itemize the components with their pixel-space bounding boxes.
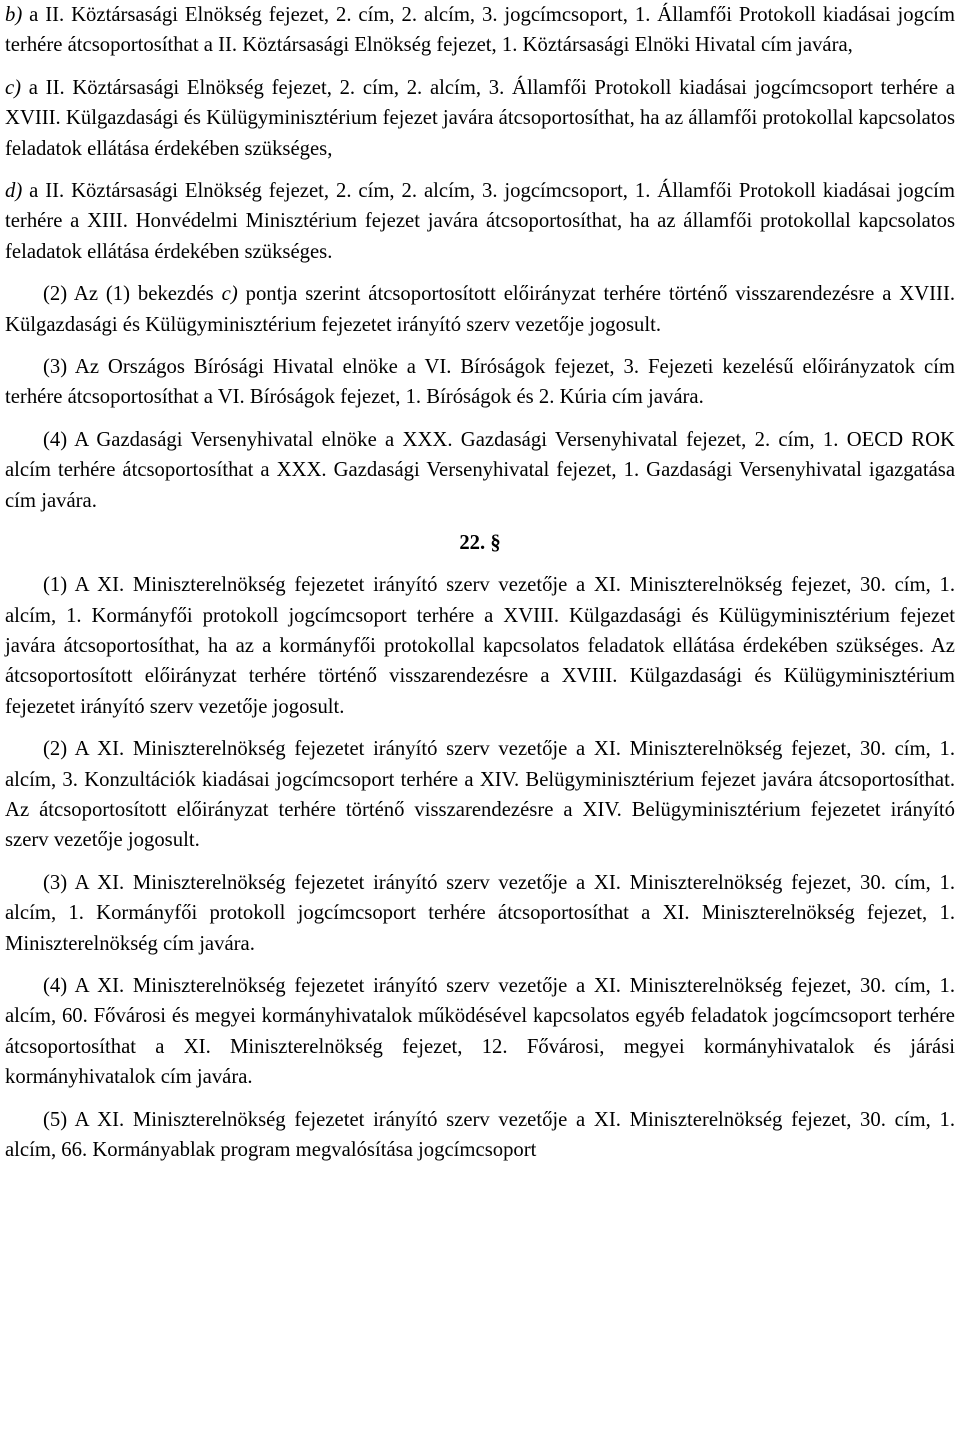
paragraph-gap — [5, 959, 955, 971]
paragraph-text: (1) A XI. Miniszterelnökség fejezetet irányító szerv vezetője a XI. Miniszterelnökség fejezet, 30. cím, 1. alcím, 1. Kormányfői protokoll jogcímcsoport terhére a XVIII. Külgazdasági és Külügyminisztérium fejezet javára átcsoportosíthat, ha az a kormányfői protokollal kapcsolatos feladatok ellátása érdekében szükséges. Az átcsoportosított előirányzat terhére történő visszarendezésre a XVIII. Külgazdasági és Külügyminisztérium fejezetet irányító szerv vezetője jogosult. — [5, 574, 955, 718]
paragraph-text: a II. Köztársasági Elnökség fejezet, 2. cím, 2. alcím, 3. jogcímcsoport, 1. Államfői Protokoll kiadásai jogcím terhére átcsoportosíthat a II. Köztársasági Elnökség fejezet, 1. Köztársasági Elnöki Hivatal cím javára, — [5, 4, 955, 57]
paragraph — [5, 734, 955, 856]
paragraph — [5, 279, 955, 340]
point-marker: d) — [5, 180, 23, 203]
paragraph-gap — [5, 558, 955, 570]
paragraph — [5, 971, 955, 1093]
paragraph-gap — [5, 856, 955, 868]
point-marker: c) — [5, 76, 22, 99]
paragraph — [5, 1105, 955, 1166]
paragraph — [5, 0, 955, 61]
section-heading: 22. § — [459, 532, 501, 555]
paragraph — [5, 176, 955, 267]
point-marker: b) — [5, 4, 23, 26]
paragraph-gap — [5, 61, 955, 73]
paragraph-text: a II. Köztársasági Elnökség fejezet, 2. cím, 2. alcím, 3. jogcímcsoport, 1. Államfői Protokoll kiadásai jogcím terhére a XIII. Honvédelmi Minisztérium fejezet javára átcsoportosíthat, ha az államfői protokollal kapcsolatos feladatok ellátása érdekében szükséges. — [5, 180, 955, 263]
paragraph-lead-text: (2) Az (1) bekezdés — [43, 283, 222, 306]
paragraph — [5, 352, 955, 413]
paragraph-gap — [5, 722, 955, 734]
paragraph — [5, 73, 955, 164]
paragraph — [5, 425, 955, 516]
paragraph-text: a II. Köztársasági Elnökség fejezet, 2. cím, 2. alcím, 3. Államfői Protokoll kiadásai jogcímcsoport terhére a XVIII. Külgazdasági és Külügyminisztérium fejezet javára átcsoportosíthat, ha az államfői protokollal kapcsolatos feladatok ellátása érdekében szükséges, — [5, 76, 955, 160]
document-page — [5, 0, 955, 1165]
paragraph-text: (5) A XI. Miniszterelnökség fejezetet irányító szerv vezetője a XI. Miniszterelnökség fejezet, 30. cím, 1. alcím, 66. Kormányablak program megvalósítása jogcímcsoport — [5, 1108, 955, 1161]
paragraph-text: (4) A XI. Miniszterelnökség fejezetet irányító szerv vezetője a XI. Miniszterelnökség fejezet, 30. cím, 1. alcím, 60. Fővárosi és megyei kormányhivatalok működésével kapcsolatos egyéb feladatok jogcímcsoport terhére átcsoportosíthat a XI. Miniszterelnökség fejezet, 12. Fővárosi, megyei kormányhivatalok és járási kormányhivatalok cím javára. — [5, 974, 955, 1089]
paragraph-text: (2) A XI. Miniszterelnökség fejezetet irányító szerv vezetője a XI. Miniszterelnökség fejezet, 30. cím, 1. alcím, 3. Konzultációk kiadásai jogcímcsoport terhére a XIV. Belügyminisztérium fejezet javára átcsoportosíthat. Az átcsoportosított előirányzat terhére történő visszarendezésre a XIV. Belügyminisztérium fejezetet irányító szerv vezetője jogosult. — [5, 738, 955, 852]
paragraph-gap — [5, 516, 955, 528]
paragraph-text: pontja szerint átcsoportosított előirányzat terhére történő visszarendezésre a XVIII. Külgazdasági és Külügyminisztérium fejezetet irányító szerv vezetője jogosult. — [5, 283, 956, 336]
paragraph-gap — [5, 164, 955, 176]
paragraph-text: (3) A XI. Miniszterelnökség fejezetet irányító szerv vezetője a XI. Miniszterelnökség fejezet, 30. cím, 1. alcím, 1. Kormányfői protokoll jogcímcsoport terhére átcsoportosíthat a XI. Miniszterelnökség fejezet, 1. Miniszterelnökség cím javára. — [5, 871, 955, 955]
paragraph — [5, 570, 955, 722]
paragraph-gap — [5, 1093, 955, 1105]
point-marker: c) — [221, 283, 238, 306]
paragraph-gap — [5, 267, 955, 279]
paragraph-text: (3) Az Országos Bírósági Hivatal elnöke a VI. Bíróságok fejezet, 3. Fejezeti kezelésű előirányzatok cím terhére átcsoportosíthat a VI. Bíróságok fejezet, 1. Bíróságok és 2. Kúria cím javára. — [5, 356, 955, 409]
paragraph-text: (4) A Gazdasági Versenyhivatal elnöke a XXX. Gazdasági Versenyhivatal fejezet, 2. cím, 1. OECD ROK alcím terhére átcsoportosíthat a XXX. Gazdasági Versenyhivatal fejezet, 1. Gazdasági Versenyhivatal igazgatása cím javára. — [5, 428, 955, 512]
paragraph-gap — [5, 413, 955, 425]
paragraph-gap — [5, 340, 955, 352]
paragraph — [5, 868, 955, 959]
